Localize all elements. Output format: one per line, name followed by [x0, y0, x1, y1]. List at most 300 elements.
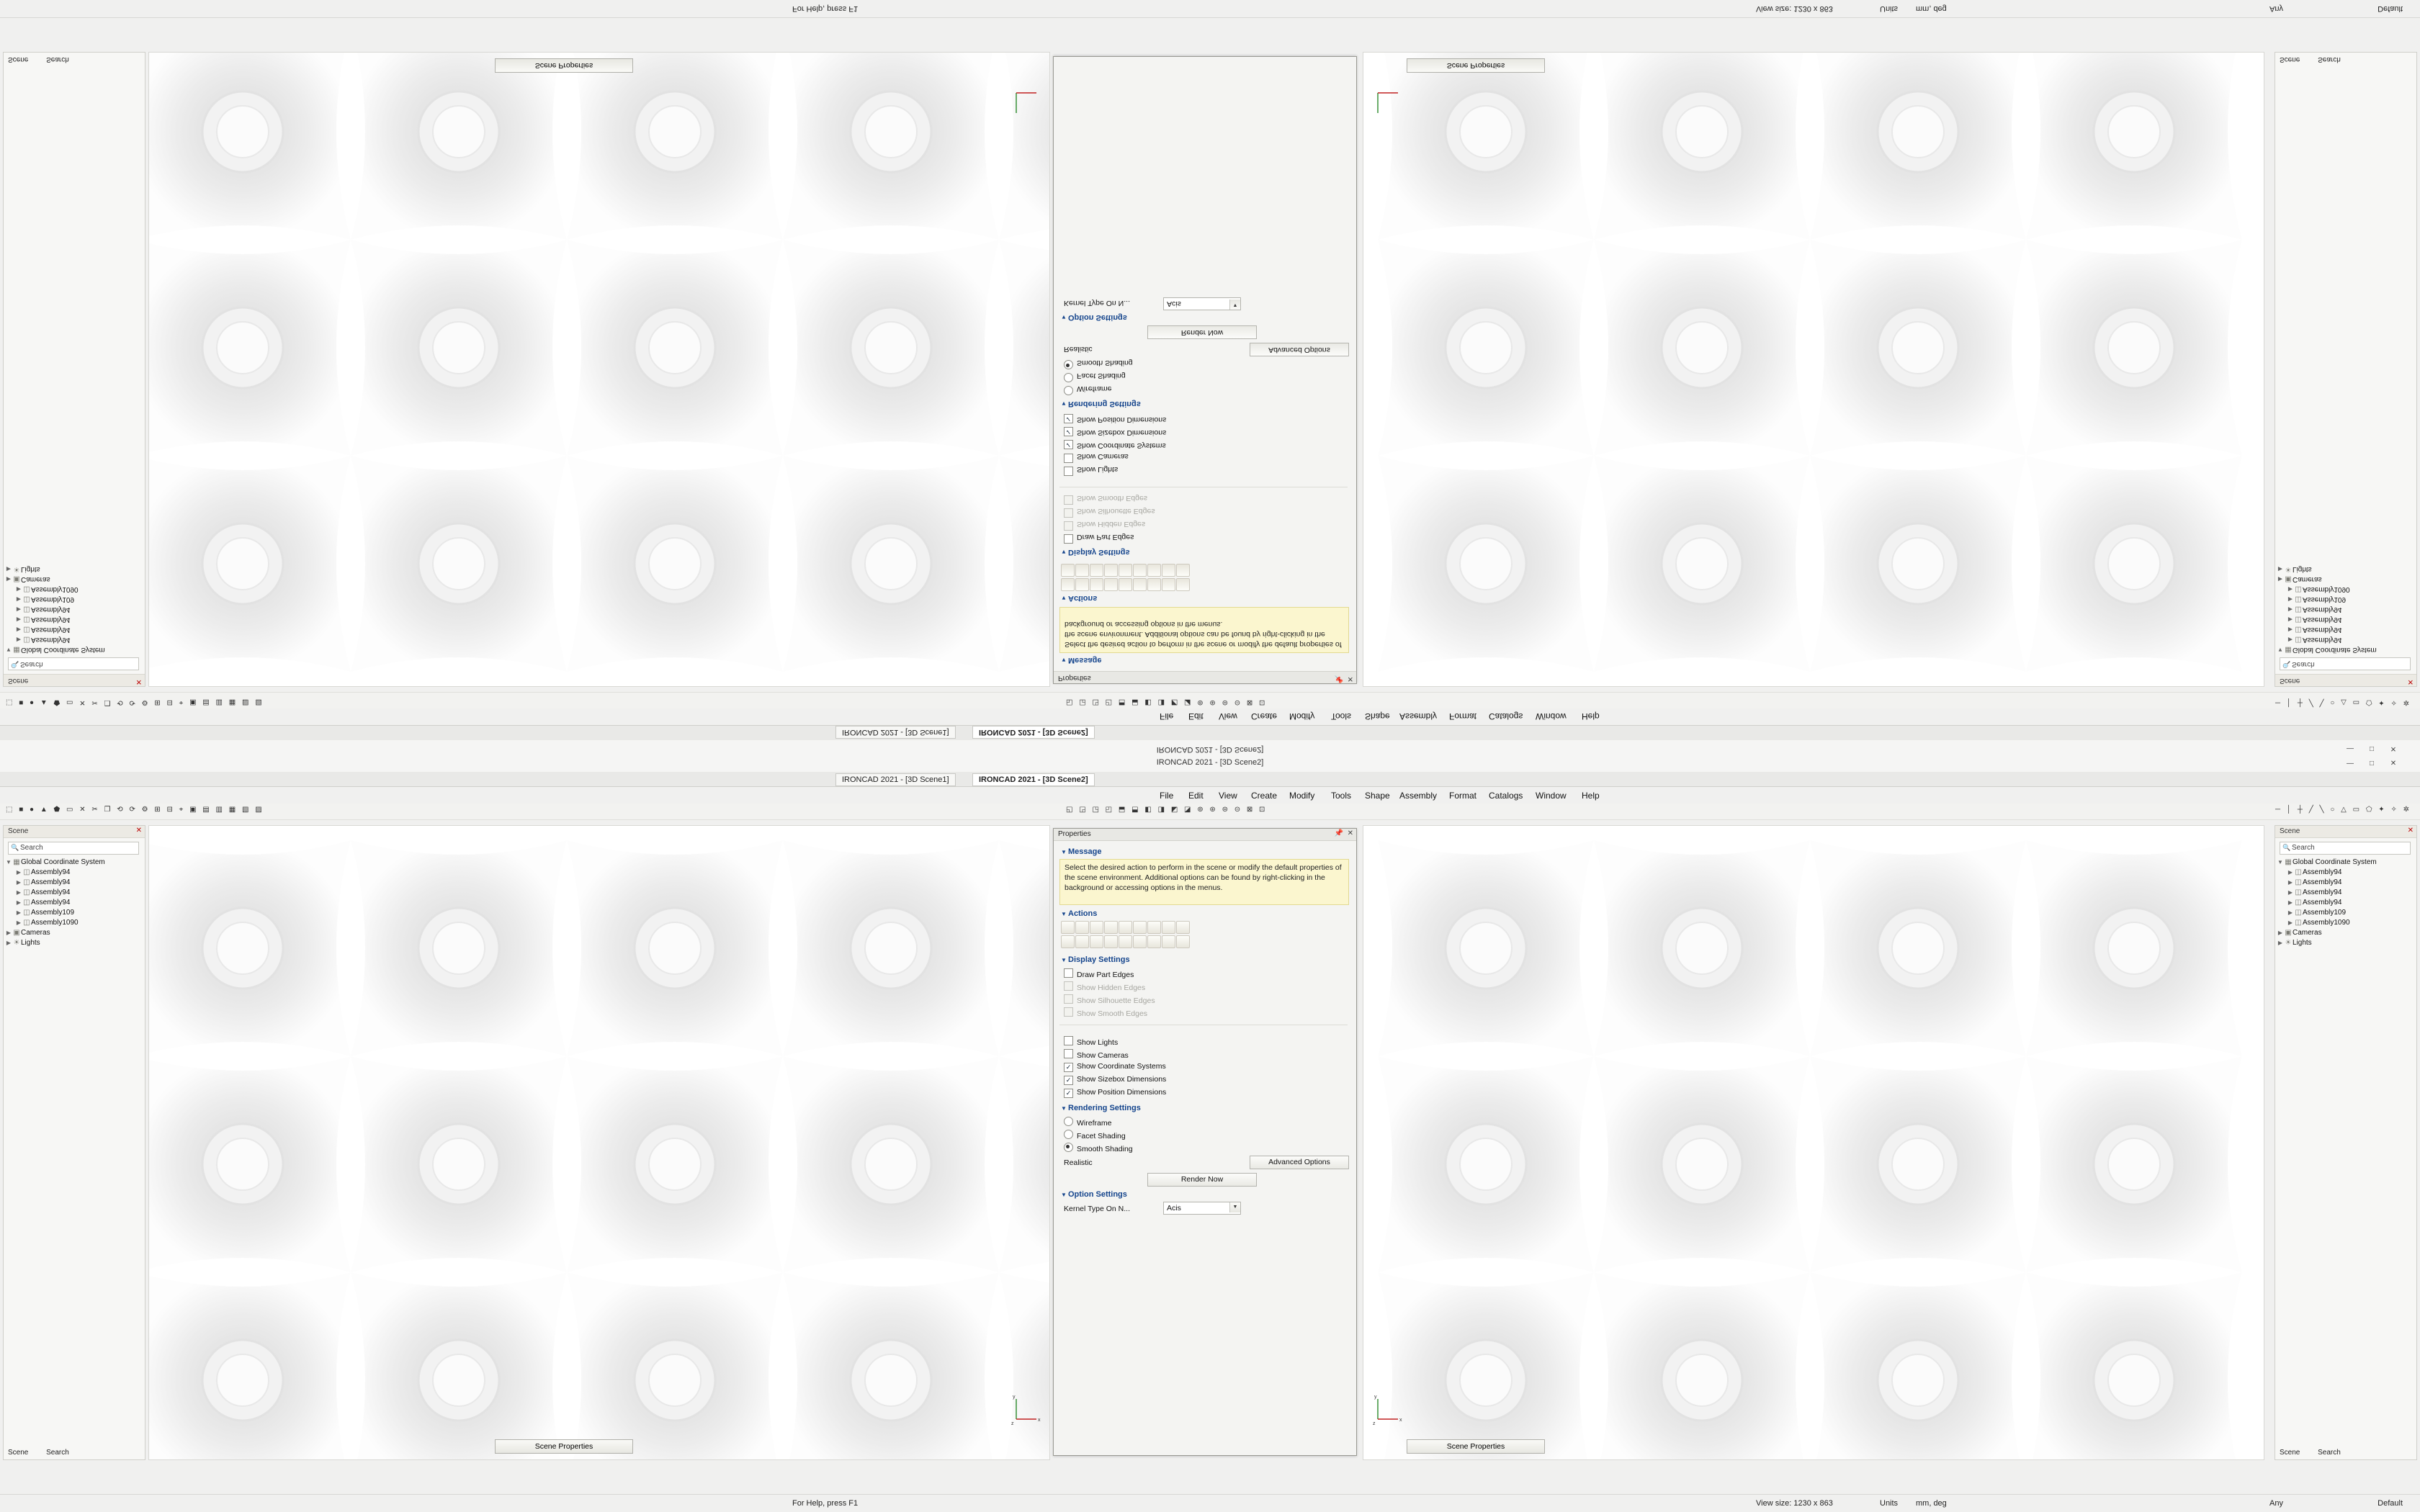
action-icon[interactable] — [1075, 921, 1089, 934]
light-icon: ☀ — [13, 939, 20, 947]
tree-node[interactable] — [2277, 868, 2414, 878]
tab-scene2[interactable]: IRONCAD 2021 - [3D Scene2] — [972, 773, 1095, 786]
title-bar — [0, 756, 2420, 773]
expander-icon[interactable]: ▶ — [6, 576, 12, 582]
action-icon[interactable] — [1119, 578, 1132, 591]
tree-node[interactable] — [5, 878, 142, 888]
action-icon[interactable] — [1162, 578, 1175, 591]
section-actions[interactable]: ▼ Actions — [1061, 909, 1098, 918]
close-icon[interactable]: ✕ — [2407, 827, 2414, 834]
search-input-right[interactable] — [2280, 842, 2411, 855]
scene-geometry-left — [149, 826, 1049, 1459]
expander-icon[interactable]: ▶ — [16, 626, 22, 633]
assembly-icon: ◫ — [23, 585, 30, 593]
assembly-icon: ◫ — [23, 626, 30, 634]
action-icon[interactable] — [1147, 578, 1161, 591]
tree-node[interactable] — [2277, 878, 2414, 888]
chevron-down-icon[interactable]: ▼ — [1229, 1202, 1240, 1212]
pin-icon[interactable]: 📌 — [1334, 829, 1343, 837]
action-icon[interactable] — [1090, 564, 1103, 577]
tree-node-label: Assembly94 — [2303, 878, 2342, 886]
tree-node[interactable] — [5, 634, 142, 644]
close-icon[interactable]: ✕ — [1347, 675, 1353, 683]
assembly-icon: ◫ — [23, 878, 30, 886]
menu-tools[interactable]: Tools — [1331, 791, 1352, 801]
pin-icon[interactable]: 📌 — [1334, 675, 1343, 683]
tree-node[interactable] — [5, 644, 142, 654]
tree-node[interactable] — [5, 938, 142, 948]
tree-node[interactable] — [5, 898, 142, 908]
expander-icon[interactable]: ▶ — [2287, 616, 2293, 623]
checkbox-show-sizebox-dimensions-mirror[interactable]: ✓Show Sizebox Dimensions — [1064, 427, 1166, 437]
checkbox-show-sizebox-dimensions[interactable]: ✓Show Sizebox Dimensions — [1064, 1075, 1166, 1085]
axis-triad-right-mirror — [1371, 86, 1404, 119]
tree-node-label: Assembly1090 — [31, 585, 79, 593]
tree-node[interactable] — [2277, 634, 2414, 644]
radio-wireframe[interactable]: Wireframe — [1064, 1117, 1111, 1128]
action-icon[interactable] — [1104, 921, 1118, 934]
menu-catalogs[interactable]: Catalogs — [1489, 791, 1523, 801]
menu-format-mirror[interactable]: Format — [1449, 711, 1477, 721]
tree-node-label: Assembly109 — [2303, 595, 2347, 603]
checkbox-show-cameras-mirror[interactable]: Show Cameras — [1064, 452, 1129, 463]
action-icon-row-2-mirror[interactable] — [1061, 562, 1191, 577]
expander-icon[interactable]: ▼ — [2277, 859, 2283, 865]
action-icon[interactable] — [1147, 935, 1161, 948]
svg-text:z: z — [1373, 1421, 1376, 1426]
action-icon[interactable] — [1075, 564, 1089, 577]
action-icon[interactable] — [1147, 921, 1161, 934]
action-icon[interactable] — [1104, 564, 1118, 577]
maximize-button[interactable]: □ — [2369, 760, 2375, 768]
kernel-type-label: Kernel Type On N... — [1064, 1205, 1131, 1213]
expander-icon[interactable]: ▶ — [2277, 566, 2283, 572]
tree-node-label: Assembly94 — [31, 878, 71, 886]
tree-node-label: Assembly94 — [31, 868, 71, 876]
scene-properties-button-right[interactable]: Scene Properties — [1407, 1439, 1545, 1454]
tab-scene-left[interactable]: Scene — [8, 1449, 29, 1457]
tree-node[interactable] — [2277, 908, 2414, 918]
action-icon[interactable] — [1133, 578, 1147, 591]
assembly-icon: ◫ — [23, 909, 30, 917]
section-display-settings[interactable]: ▼ Display Settings — [1061, 955, 1130, 964]
checkbox-show-silhouette-edges-mirror: Show Silhouette Edges — [1064, 507, 1155, 518]
menu-edit[interactable]: Edit — [1188, 791, 1204, 801]
tree-node[interactable] — [5, 918, 142, 928]
chevron-down-icon[interactable]: ▼ — [1229, 300, 1240, 310]
close-button[interactable]: ✕ — [2390, 760, 2397, 768]
toolbar-group-center[interactable]: ◱ ◲ ◳ ◰ ⬒ ⬓ ◧ ◨ ◩ ◪ ⊚ ⊛ ⊜ ⊝ ⊠ ⊡ — [1066, 806, 1268, 814]
checkbox-box — [1064, 414, 1073, 423]
action-icon[interactable] — [1176, 921, 1190, 934]
tree-node[interactable] — [2277, 918, 2414, 928]
tree-node[interactable] — [2277, 858, 2414, 868]
scene-browser-tabs-mirror[interactable] — [8, 55, 69, 63]
assembly-icon: ◫ — [2295, 585, 2302, 593]
radio-wireframe-mirror[interactable]: Wireframe — [1064, 384, 1111, 395]
scene-properties-button-right-mirror[interactable]: Scene Properties — [1407, 58, 1545, 73]
tree-node[interactable] — [2277, 624, 2414, 634]
chevron-down-icon: ▼ — [1061, 957, 1067, 963]
section-display-settings-mirror[interactable]: ▼ Display Settings — [1061, 548, 1130, 557]
action-icon[interactable] — [1176, 564, 1190, 577]
menu-tools-mirror[interactable]: Tools — [1331, 711, 1352, 721]
close-icon[interactable]: ✕ — [135, 678, 142, 685]
assembly-icon: ◫ — [2295, 919, 2302, 927]
checkbox-show-lights-mirror[interactable]: Show Lights — [1064, 465, 1118, 476]
action-icon[interactable] — [1061, 578, 1075, 591]
radio-smooth-shading-mirror[interactable]: Smooth Shading — [1064, 359, 1133, 369]
action-icon[interactable] — [1162, 935, 1175, 948]
menu-modify[interactable]: Modify — [1289, 791, 1315, 801]
expander-icon[interactable]: ▶ — [6, 940, 12, 946]
checkbox-show-lights[interactable]: Show Lights — [1064, 1036, 1118, 1047]
expander-icon[interactable]: ▶ — [2277, 576, 2283, 582]
scene-properties-dialog-mirror[interactable] — [1053, 56, 1357, 684]
scene-browser-right-tabs-mirror[interactable] — [2280, 55, 2341, 63]
action-icon[interactable] — [1104, 578, 1118, 591]
action-icon-row-1[interactable] — [1061, 921, 1191, 936]
action-icon[interactable] — [1133, 921, 1147, 934]
toolbar-group-left[interactable]: ⬚ ■ ● ▲ ⬟ ▭ ✕ ✂ ❐ ⟲ ⟳ ⚙ ⊞ ⊟ ⌖ ▣ ▤ ▥ ▦ ▧ ▨ — [6, 806, 264, 814]
menu-assembly[interactable]: Assembly — [1399, 791, 1438, 801]
section-option-settings[interactable]: ▼ Option Settings — [1061, 1190, 1127, 1199]
axes-icon: ▦ — [13, 646, 20, 654]
assembly-icon: ◫ — [2295, 616, 2302, 624]
menu-window-mirror[interactable]: Window — [1536, 711, 1567, 721]
tree-node[interactable] — [2277, 614, 2414, 624]
menu-window[interactable]: Window — [1536, 791, 1567, 801]
menu-catalogs-mirror[interactable]: Catalogs — [1489, 711, 1523, 721]
search-placeholder-left: Search — [20, 844, 43, 852]
toolbar-row-1 — [0, 804, 2420, 820]
action-icon[interactable] — [1061, 935, 1075, 948]
action-icon[interactable] — [1133, 564, 1147, 577]
scene-browser-right-tabs[interactable] — [2280, 1449, 2341, 1457]
camera-icon: ▣ — [2285, 929, 2292, 937]
checkbox-show-position-dimensions-mirror[interactable]: ✓Show Position Dimensions — [1064, 414, 1166, 424]
ironcad-window — [0, 756, 2420, 1512]
checkbox-show-coordinate-systems-mirror[interactable]: ✓Show Coordinate Systems — [1064, 440, 1166, 450]
expander-icon[interactable]: ▶ — [16, 606, 22, 613]
tree-node[interactable] — [5, 868, 142, 878]
scene-tree-left[interactable] — [5, 858, 142, 948]
advanced-options-button-mirror[interactable]: Advanced Options — [1250, 343, 1349, 356]
tree-node[interactable] — [5, 888, 142, 898]
action-icon[interactable] — [1176, 578, 1190, 591]
action-icon[interactable] — [1075, 935, 1089, 948]
toolbar-group-center-mirror[interactable]: ◱ ◲ ◳ ◰ ⬒ ⬓ ◧ ◨ ◩ ◪ ⊚ ⊛ ⊜ ⊝ ⊠ ⊡ — [1066, 698, 1268, 706]
assembly-icon: ◫ — [2295, 626, 2302, 634]
section-actions-mirror[interactable]: ▼ Actions — [1061, 594, 1098, 603]
tree-node[interactable] — [2277, 584, 2414, 594]
expander-icon[interactable]: ▶ — [2287, 869, 2293, 876]
render-now-button[interactable]: Render Now — [1147, 1173, 1257, 1187]
expander-icon[interactable]: ▶ — [2287, 879, 2293, 886]
viewport-left[interactable] — [148, 825, 1050, 1460]
checkbox-show-smooth-edges: Show Smooth Edges — [1064, 1007, 1147, 1018]
expander-icon[interactable]: ▶ — [16, 616, 22, 623]
expander-icon[interactable]: ▶ — [2287, 919, 2293, 926]
tab-scene1-mirror[interactable]: IRONCAD 2021 - [3D Scene1] — [835, 726, 956, 739]
menu-file[interactable]: File — [1160, 791, 1174, 801]
minimize-button-mirror[interactable]: — — [2347, 744, 2354, 752]
status-units-value-mirror: mm, deg — [1916, 4, 1947, 13]
checkbox-box — [1064, 440, 1073, 449]
tree-node[interactable] — [5, 624, 142, 634]
close-button-mirror[interactable]: ✕ — [2390, 744, 2397, 752]
expander-icon[interactable]: ▼ — [2277, 647, 2283, 653]
scene-browser-right-header-mirror — [2275, 674, 2416, 686]
status-help-text-mirror: For Help, press F1 — [792, 4, 859, 13]
expander-icon[interactable]: ▶ — [16, 879, 22, 886]
tree-node[interactable] — [5, 928, 142, 938]
menu-modify-mirror[interactable]: Modify — [1289, 711, 1315, 721]
assembly-icon: ◫ — [2295, 636, 2302, 644]
tree-node[interactable] — [5, 858, 142, 868]
realistic-label-mirror: Realistic — [1064, 345, 1093, 354]
checkbox-draw-part-edges-mirror[interactable]: Draw Part Edges — [1064, 533, 1134, 544]
minimize-button[interactable]: — — [2347, 760, 2354, 768]
tree-node-label: Cameras — [2293, 929, 2322, 937]
tree-node-label: Assembly109 — [2303, 909, 2347, 917]
axes-icon: ▦ — [2285, 646, 2292, 654]
tab-search-right[interactable]: Search — [2318, 1449, 2341, 1457]
expander-icon[interactable]: ▶ — [16, 919, 22, 926]
expander-icon[interactable]: ▶ — [16, 869, 22, 876]
realistic-label: Realistic — [1064, 1158, 1093, 1167]
tab-scene-right[interactable]: Scene — [2280, 1449, 2300, 1457]
scene-properties-button-left-mirror[interactable]: Scene Properties — [495, 58, 633, 73]
menu-help-mirror[interactable]: Help — [1582, 711, 1600, 721]
checkbox-show-position-dimensions[interactable]: ✓Show Position Dimensions — [1064, 1088, 1166, 1098]
tree-node-label: Assembly94 — [31, 606, 71, 613]
action-icon[interactable] — [1061, 564, 1075, 577]
menu-create[interactable]: Create — [1251, 791, 1278, 801]
search-input-left-mirror[interactable] — [8, 657, 139, 670]
menu-create-mirror[interactable]: Create — [1251, 711, 1278, 721]
expander-icon[interactable]: ▶ — [16, 636, 22, 643]
radio-smooth-shading[interactable]: Smooth Shading — [1064, 1143, 1133, 1153]
advanced-options-button[interactable]: Advanced Options — [1250, 1156, 1349, 1169]
expander-icon[interactable]: ▼ — [6, 647, 12, 653]
tree-node[interactable] — [2277, 594, 2414, 604]
tree-node[interactable] — [5, 604, 142, 614]
svg-text:z: z — [1011, 1421, 1014, 1426]
expander-icon[interactable]: ▶ — [2277, 930, 2283, 936]
expander-icon[interactable]: ▶ — [2277, 940, 2283, 946]
tree-node[interactable] — [5, 574, 142, 584]
radio-facet-shading-mirror[interactable]: Facet Shading — [1064, 372, 1126, 382]
section-option-settings-mirror[interactable]: ▼ Option Settings — [1061, 313, 1127, 322]
axes-icon: ▦ — [13, 858, 20, 866]
menu-shape[interactable]: Shape — [1365, 791, 1390, 801]
tree-node[interactable] — [2277, 888, 2414, 898]
checkbox-box — [1064, 1063, 1073, 1072]
checkbox-box — [1064, 968, 1073, 978]
close-icon[interactable]: ✕ — [135, 827, 142, 834]
expander-icon[interactable]: ▶ — [2287, 909, 2293, 916]
close-icon[interactable]: ✕ — [1347, 829, 1353, 837]
chevron-down-icon: ▼ — [1061, 549, 1067, 555]
assembly-icon: ◫ — [23, 595, 30, 603]
tree-node[interactable] — [2277, 898, 2414, 908]
expander-icon[interactable]: ▶ — [2287, 899, 2293, 906]
scene-browser-right-mirror — [2275, 52, 2417, 687]
expander-icon[interactable]: ▼ — [6, 859, 12, 865]
expander-icon[interactable]: ▶ — [2287, 586, 2293, 593]
tab-scene2-mirror[interactable]: IRONCAD 2021 - [3D Scene2] — [972, 726, 1095, 739]
chevron-down-icon: ▼ — [1061, 400, 1067, 407]
tree-node[interactable] — [5, 908, 142, 918]
chevron-down-icon: ▼ — [1061, 657, 1067, 663]
scene-tree-right[interactable] — [2277, 858, 2414, 948]
menu-shape-mirror[interactable]: Shape — [1365, 711, 1390, 721]
action-icon[interactable] — [1104, 935, 1118, 948]
tree-node[interactable] — [5, 594, 142, 604]
expander-icon[interactable]: ▶ — [2287, 636, 2293, 643]
section-rendering-settings-mirror[interactable]: ▼ Rendering Settings — [1061, 400, 1141, 408]
action-icon[interactable] — [1075, 578, 1089, 591]
status-any[interactable]: Any — [2269, 1499, 2283, 1508]
tab-search-right-mirror[interactable]: Search — [2318, 55, 2341, 63]
tree-node[interactable] — [5, 614, 142, 624]
radio-dot — [1064, 360, 1073, 369]
section-message-mirror[interactable]: ▼ Message — [1061, 656, 1102, 665]
expander-icon[interactable]: ▶ — [2287, 596, 2293, 603]
toolbar-group-left-mirror[interactable]: ⬚ ■ ● ▲ ⬟ ▭ ✕ ✂ ❐ ⟲ ⟳ ⚙ ⊞ ⊟ ⌖ ▣ ▤ ▥ ▦ ▧ ▨ — [6, 698, 264, 706]
scene-tree-left-mirror[interactable] — [5, 564, 142, 654]
action-icon[interactable] — [1119, 921, 1132, 934]
tab-scene-mirror[interactable]: Scene — [8, 55, 29, 63]
tree-node[interactable] — [5, 584, 142, 594]
action-icon[interactable] — [1119, 935, 1132, 948]
section-message[interactable]: ▼ Message — [1061, 847, 1102, 856]
search-placeholder-right: Search — [2292, 844, 2315, 852]
action-icon[interactable] — [1133, 935, 1147, 948]
action-icon-row-1-mirror[interactable] — [1061, 576, 1191, 591]
scene-browser-title-mirror: Scene — [8, 677, 29, 685]
assembly-icon: ◫ — [2295, 878, 2302, 886]
viewport-left-mirror[interactable] — [148, 52, 1050, 687]
expander-icon[interactable]: ▶ — [16, 899, 22, 906]
status-bar — [0, 1494, 2420, 1512]
expander-icon[interactable]: ▶ — [16, 889, 22, 896]
expander-icon[interactable]: ▶ — [6, 566, 12, 572]
menu-assembly-mirror[interactable]: Assembly — [1399, 711, 1438, 721]
action-icon[interactable] — [1162, 921, 1175, 934]
status-bar-mirror — [0, 0, 2420, 18]
action-icon[interactable] — [1147, 564, 1161, 577]
action-icon-row-2[interactable] — [1061, 935, 1191, 950]
checkbox-show-hidden-edges: Show Hidden Edges — [1064, 981, 1145, 992]
tree-node[interactable] — [2277, 564, 2414, 574]
expander-icon[interactable]: ▶ — [16, 909, 22, 916]
scene-browser-right-title-mirror: Scene — [2280, 677, 2300, 685]
menu-edit-mirror[interactable]: Edit — [1188, 711, 1204, 721]
message-text: Select the desired action to perform in the scene or modify the default properties of the scene environment. Additional options can be found by right-clicking in the background or accessing options in the menus. — [1065, 863, 1342, 892]
checkbox-box — [1064, 994, 1073, 1004]
status-default-mirror[interactable]: Default — [2378, 4, 2403, 13]
scene-properties-dialog[interactable] — [1053, 828, 1357, 1456]
tree-node[interactable] — [5, 564, 142, 574]
status-default[interactable]: Default — [2378, 1499, 2403, 1508]
menu-file-mirror[interactable]: File — [1160, 711, 1174, 721]
tab-scene-right-mirror[interactable]: Scene — [2280, 55, 2300, 63]
action-icon[interactable] — [1090, 921, 1103, 934]
menu-help[interactable]: Help — [1582, 791, 1600, 801]
scene-tree-right-mirror[interactable] — [2277, 564, 2414, 654]
tree-node[interactable] — [2277, 938, 2414, 948]
tree-node-label: Global Coordinate System — [21, 858, 105, 866]
checkbox-show-hidden-edges-mirror: Show Hidden Edges — [1064, 520, 1145, 531]
light-icon: ☀ — [13, 565, 20, 573]
checkbox-show-cameras[interactable]: Show Cameras — [1064, 1049, 1129, 1060]
maximize-button-mirror[interactable]: □ — [2369, 744, 2375, 752]
assembly-icon: ◫ — [23, 606, 30, 613]
search-input-left[interactable] — [8, 842, 139, 855]
assembly-icon: ◫ — [2295, 899, 2302, 906]
checkbox-show-coordinate-systems[interactable]: ✓Show Coordinate Systems — [1064, 1062, 1166, 1072]
search-input-right-mirror[interactable] — [2280, 657, 2411, 670]
properties-title: Properties — [1058, 830, 1091, 838]
toolbar-group-right-mirror[interactable]: ─ │ ┼ ╱ ╲ ○ △ ▭ ⬠ ✦ ✧ ✲ — [2275, 698, 2411, 706]
expander-icon[interactable]: ▶ — [2287, 606, 2293, 613]
svg-text:y: y — [1374, 1395, 1377, 1400]
tree-node[interactable] — [2277, 604, 2414, 614]
tree-node[interactable] — [2277, 644, 2414, 654]
status-any-mirror[interactable]: Any — [2269, 4, 2283, 13]
menu-format[interactable]: Format — [1449, 791, 1477, 801]
action-icon[interactable] — [1119, 564, 1132, 577]
tree-node-label: Assembly94 — [2303, 636, 2342, 644]
tree-node[interactable] — [2277, 574, 2414, 584]
tab-search-left[interactable]: Search — [46, 1449, 69, 1457]
expander-icon[interactable]: ▶ — [2287, 889, 2293, 896]
scene-browser-left-tabs[interactable] — [8, 1449, 69, 1457]
kernel-type-select-mirror[interactable] — [1163, 297, 1241, 310]
render-now-button-mirror[interactable]: Render Now — [1147, 325, 1257, 339]
checkbox-draw-part-edges[interactable]: Draw Part Edges — [1064, 968, 1134, 979]
tree-node-label: Assembly94 — [31, 636, 71, 644]
expander-icon[interactable]: ▶ — [16, 586, 22, 593]
viewport-right[interactable] — [1363, 825, 2264, 1460]
menu-view[interactable]: View — [1219, 791, 1237, 801]
scene-properties-button-left[interactable]: Scene Properties — [495, 1439, 633, 1454]
toolbar-group-right[interactable]: ─ │ ┼ ╱ ╲ ○ △ ▭ ⬠ ✦ ✧ ✲ — [2275, 806, 2411, 814]
section-rendering-settings[interactable]: ▼ Rendering Settings — [1061, 1104, 1141, 1112]
tab-search-mirror[interactable]: Search — [46, 55, 69, 63]
viewport-right-mirror[interactable] — [1363, 52, 2264, 687]
radio-facet-shading[interactable]: Facet Shading — [1064, 1130, 1126, 1140]
tree-node-label: Assembly94 — [2303, 626, 2342, 634]
light-icon: ☀ — [2285, 565, 2292, 573]
tab-scene1[interactable]: IRONCAD 2021 - [3D Scene1] — [835, 773, 956, 786]
expander-icon[interactable]: ▶ — [2287, 626, 2293, 633]
kernel-type-select[interactable] — [1163, 1202, 1241, 1215]
close-icon[interactable]: ✕ — [2407, 678, 2414, 685]
expander-icon[interactable]: ▶ — [6, 930, 12, 936]
action-icon[interactable] — [1176, 935, 1190, 948]
action-icon[interactable] — [1061, 921, 1075, 934]
menu-view-mirror[interactable]: View — [1219, 711, 1237, 721]
tree-node[interactable] — [2277, 928, 2414, 938]
checkbox-box — [1064, 534, 1073, 544]
expander-icon[interactable]: ▶ — [16, 596, 22, 603]
action-icon[interactable] — [1090, 935, 1103, 948]
action-icon[interactable] — [1090, 578, 1103, 591]
action-icon[interactable] — [1162, 564, 1175, 577]
